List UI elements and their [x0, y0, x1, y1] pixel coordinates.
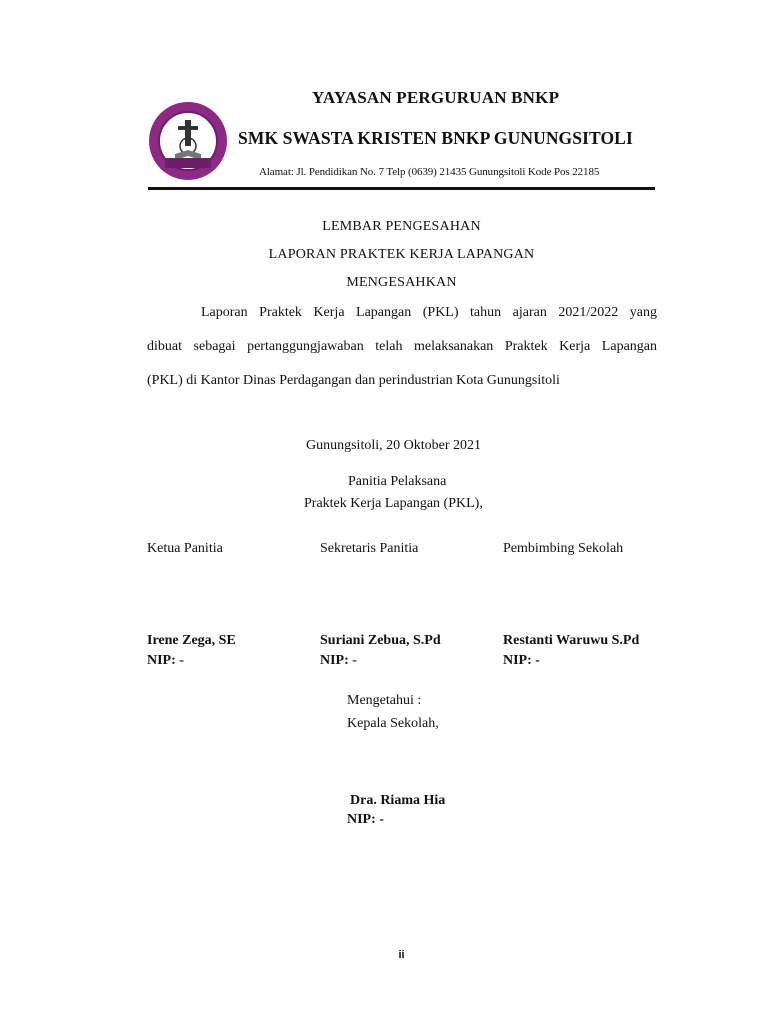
school-address: Alamat: Jl. Pendidikan No. 7 Telp (0639) 21435 Gunungsitoli Kode Pos 22185 [259, 166, 600, 178]
header-divider [148, 187, 655, 190]
mengetahui-label: Mengetahui : [347, 693, 422, 708]
headmaster-nip: NIP: - [347, 812, 384, 827]
place-date: Gunungsitoli, 20 Oktober 2021 [306, 438, 481, 453]
signatory-role-ketua: Ketua Panitia [147, 541, 223, 556]
paragraph-line-1: Laporan Praktek Kerja Lapangan (PKL) tahun ajaran 2021/2022 yang [201, 305, 657, 320]
title-laporan-pkl: LAPORAN PRAKTEK KERJA LAPANGAN [268, 247, 535, 262]
title-lembar-pengesahan: LEMBAR PENGESAHAN [322, 219, 481, 234]
page-number: ii [398, 949, 405, 961]
headmaster-name: Dra. Riama Hia [350, 793, 446, 808]
paragraph-line-3: (PKL) di Kantor Dinas Perdagangan dan perindustrian Kota Gunungsitoli [147, 373, 560, 388]
paragraph-line-2: dibuat sebagai pertanggungjawaban telah melaksanakan Praktek Kerja Lapangan [147, 339, 657, 354]
signatory-name-sekretaris: Suriani Zebua, S.Pd [320, 633, 441, 648]
panitia-title: Panitia Pelaksana [348, 474, 447, 489]
signatory-role-sekretaris: Sekretaris Panitia [320, 541, 419, 556]
school-name: SMK SWASTA KRISTEN BNKP GUNUNGSITOLI [238, 128, 633, 148]
signatory-name-pembimbing: Restanti Waruwu S.Pd [503, 633, 640, 648]
panitia-subtitle: Praktek Kerja Lapangan (PKL), [304, 496, 483, 511]
signatory-role-pembimbing: Pembimbing Sekolah [503, 541, 624, 556]
school-logo [147, 100, 229, 182]
signatory-nip-ketua: NIP: - [147, 653, 184, 668]
signatory-name-ketua: Irene Zega, SE [147, 633, 236, 648]
approval-paragraph [147, 296, 657, 398]
signatory-nip-sekretaris: NIP: - [320, 653, 357, 668]
title-mengesahkan: MENGESAHKAN [346, 275, 457, 290]
signatory-nip-pembimbing: NIP: - [503, 653, 540, 668]
foundation-name: YAYASAN PERGURUAN BNKP [312, 88, 560, 107]
kepala-sekolah-label: Kepala Sekolah, [347, 716, 439, 731]
